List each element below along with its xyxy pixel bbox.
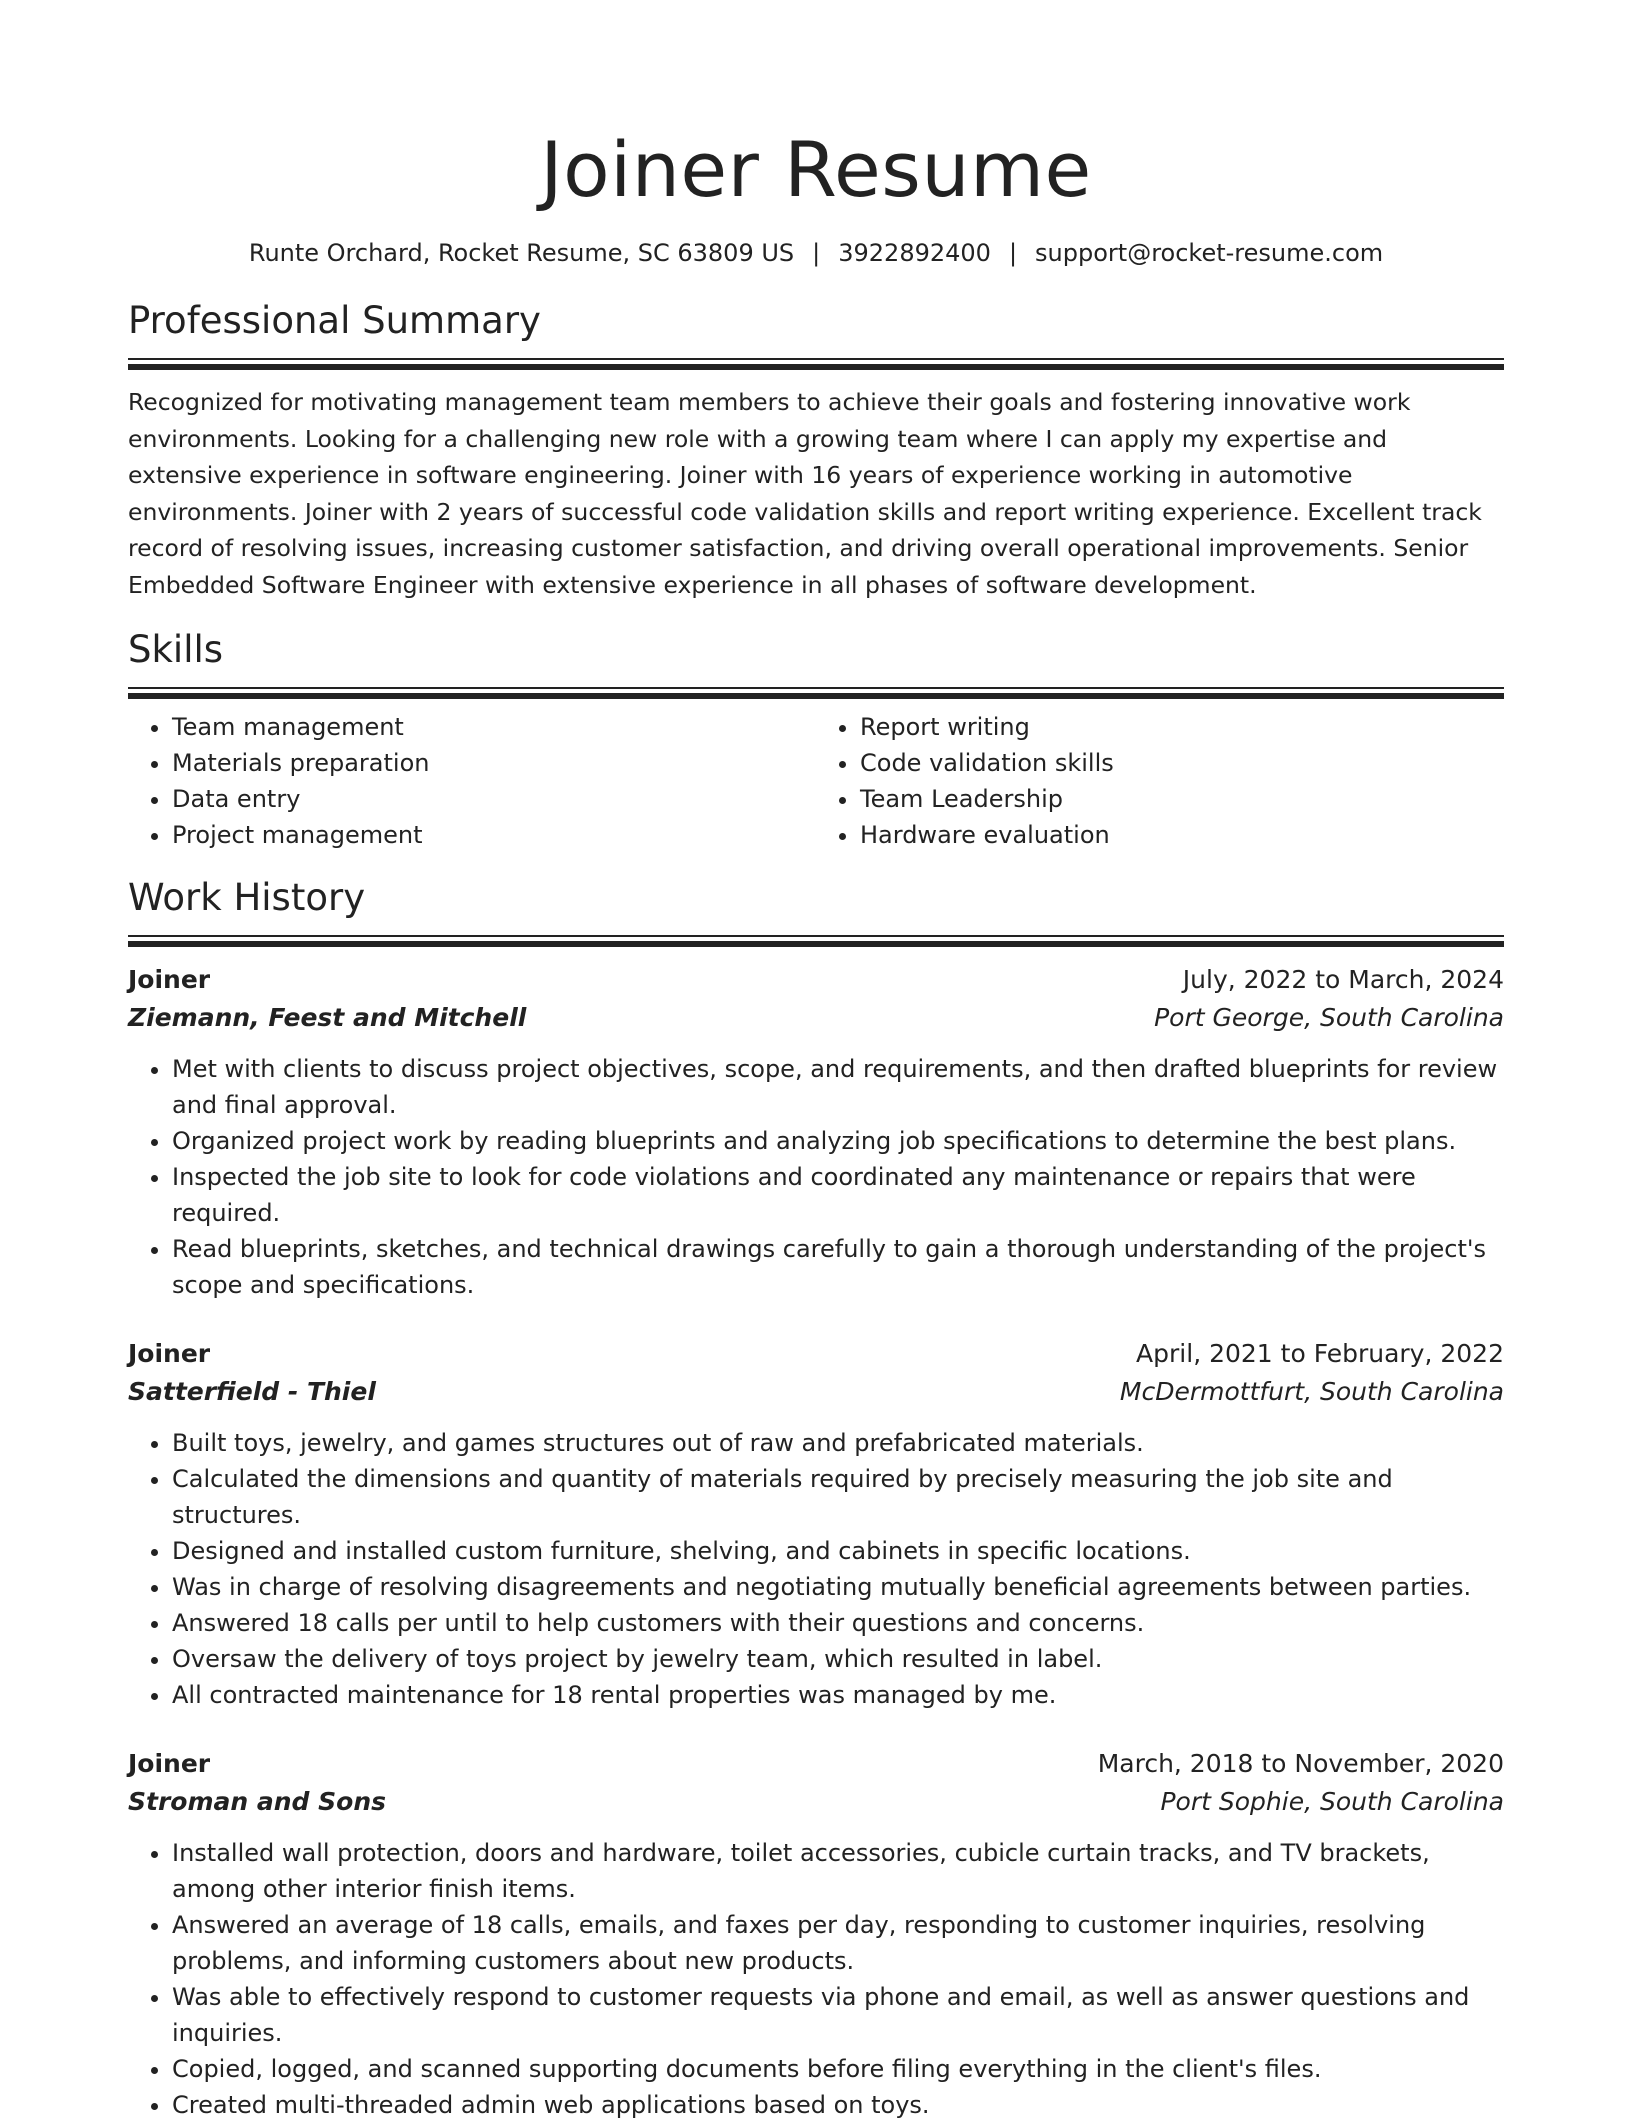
job-entry — [128, 1335, 1504, 1713]
skills-section — [128, 625, 1504, 853]
section-divider — [128, 935, 1504, 947]
skill-item: • Data entry — [172, 781, 816, 817]
skills-list-left — [128, 709, 816, 853]
job-title: Joiner — [128, 965, 211, 994]
job-entry — [128, 1745, 1504, 2123]
skill-item: • Hardware evaluation — [860, 817, 1504, 853]
job-duties-list — [128, 1051, 1504, 1303]
job-duty: • Oversaw the delivery of toys project by jewelry team, which resulted in label. — [172, 1641, 1504, 1677]
summary-text: Recognized for motivating management team members to achieve their goals and fostering innovative work environments. Looking for a challenging new role with a growing team where I can apply my expertise and extensive experience in software engineering. Joiner with 16 years of experience working in automotive environments. Joiner with 2 years of successful code validation skills and report writing experience. Excellent track record of resolving issues, increasing customer satisfaction, and driving overall operational improvements. Senior Embedded Software Engineer with extensive experience in all phases of software development. — [128, 388, 1482, 599]
skill-item: • Team management — [172, 709, 816, 745]
section-title-work-history: Work History — [128, 876, 366, 919]
job-duty: • Was in charge of resolving disagreements and negotiating mutually beneficial agreements between parties. — [172, 1569, 1504, 1605]
job-duty: • Installed wall protection, doors and hardware, toilet accessories, cubicle curtain tracks, and TV brackets, among other interior finish items. — [172, 1835, 1504, 1907]
job-duty: • Organized project work by reading blueprints and analyzing job specifications to determine the best plans. — [172, 1123, 1504, 1159]
job-duty: • Copied, logged, and scanned supporting documents before filing everything in the client's files. — [172, 2051, 1504, 2087]
job-duty: • Designed and installed custom furniture, shelving, and cabinets in specific locations. — [172, 1533, 1504, 1569]
job-duty: • All contracted maintenance for 18 rental properties was managed by me. — [172, 1677, 1504, 1713]
job-duty: • Met with clients to discuss project objectives, scope, and requirements, and then drafted blueprints for review and final approval. — [172, 1051, 1504, 1123]
job-duty: • Created multi-threaded admin web applications based on toys. — [172, 2087, 1504, 2123]
work-history-section — [128, 873, 1504, 2123]
skill-item: • Project management — [172, 817, 816, 853]
contact-phone: 3922892400 — [838, 239, 991, 267]
section-divider — [128, 358, 1504, 370]
job-header-row — [128, 1745, 1504, 1783]
job-duty: • Inspected the job site to look for code violations and coordinated any maintenance or repairs that were required. — [172, 1159, 1504, 1231]
job-title: Joiner — [128, 1749, 211, 1778]
job-dates: July, 2022 to March, 2024 — [1182, 965, 1504, 994]
section-title-skills: Skills — [128, 628, 224, 671]
job-duty: • Answered 18 calls per until to help customers with their questions and concerns. — [172, 1605, 1504, 1641]
job-duty: • Calculated the dimensions and quantity of materials required by precisely measuring the job site and structures. — [172, 1461, 1504, 1533]
contact-separator: | — [1008, 239, 1018, 267]
job-duty: • Was able to effectively respond to customer requests via phone and email, as well as answer questions and inquiries. — [172, 1979, 1504, 2051]
job-header-row — [128, 1335, 1504, 1373]
contact-line — [128, 236, 1504, 270]
skills-list-right — [816, 709, 1504, 853]
job-dates: April, 2021 to February, 2022 — [1136, 1339, 1504, 1368]
job-location: Port Sophie, South Carolina — [1160, 1787, 1504, 1816]
skill-item: • Report writing — [860, 709, 1504, 745]
job-duties-list — [128, 1425, 1504, 1713]
section-title-summary: Professional Summary — [128, 299, 541, 342]
job-dates: March, 2018 to November, 2020 — [1097, 1749, 1504, 1778]
job-duty: • Answered an average of 18 calls, emails, and faxes per day, responding to customer inquiries, resolving problems, and informing customers about new products. — [172, 1907, 1504, 1979]
job-entry — [128, 961, 1504, 1303]
job-location: McDermottfurt, South Carolina — [1119, 1377, 1504, 1406]
contact-separator: | — [812, 239, 821, 267]
job-company: Ziemann, Feest and Mitchell — [128, 1003, 527, 1032]
skill-item: • Code validation skills — [860, 745, 1504, 781]
skill-item: • Materials preparation — [172, 745, 816, 781]
skill-item: • Team Leadership — [860, 781, 1504, 817]
job-title: Joiner — [128, 1339, 211, 1368]
contact-address: Runte Orchard, Rocket Resume, SC 63809 US — [248, 239, 795, 267]
job-company: Stroman and Sons — [128, 1787, 387, 1816]
job-duties-list — [128, 1835, 1504, 2123]
section-divider — [128, 687, 1504, 699]
summary-section — [128, 296, 1504, 603]
job-duty: • Read blueprints, sketches, and technical drawings carefully to gain a thorough understanding of the project's scope and specifications. — [172, 1231, 1504, 1303]
resume-name: Joiner Resume — [540, 125, 1092, 214]
job-company-row — [128, 1373, 1504, 1411]
job-company-row — [128, 1783, 1504, 1821]
job-company: Satterfield - Thiel — [128, 1377, 376, 1406]
skills-grid — [128, 709, 1504, 853]
job-duty: • Built toys, jewelry, and games structures out of raw and prefabricated materials. — [172, 1425, 1504, 1461]
job-header-row — [128, 961, 1504, 999]
job-company-row — [128, 999, 1504, 1037]
contact-email: support@rocket-resume.com — [1035, 239, 1384, 267]
job-location: Port George, South Carolina — [1154, 1003, 1504, 1032]
